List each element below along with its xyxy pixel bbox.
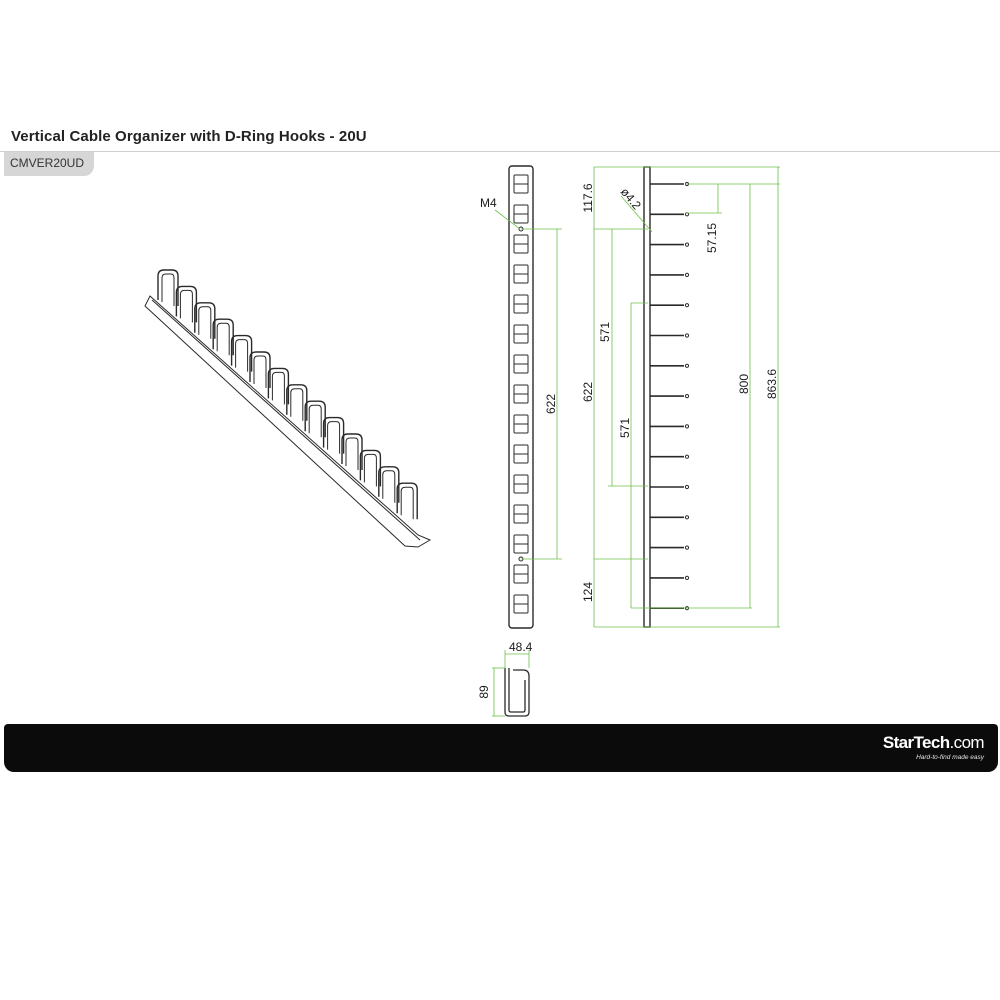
side-hook-tip [685,304,688,307]
profile-view [505,668,529,716]
d-ring-hook [324,418,344,454]
d-ring-inner [309,405,321,437]
side-rail [644,167,650,627]
d-ring-hook [342,434,362,470]
side-hook-tip [685,395,688,398]
d-ring-hook [287,385,307,421]
d-ring-hook [397,483,417,519]
d-ring-inner [291,389,303,421]
d-ring-inner [254,356,266,388]
logo-suffix: .com [949,733,984,752]
d-ring-hook [268,368,288,404]
d-ring-inner [346,438,358,470]
footer-bar [4,724,998,772]
side-view [644,167,689,627]
d-ring-hook [360,450,380,486]
side-hook-tip [685,516,688,519]
side-hook-tip [685,425,688,428]
d-ring-inner [180,290,192,322]
d-ring-inner [162,274,174,306]
side-hook-tip [685,485,688,488]
dim-89: 89 [477,685,491,699]
dim-571-upper: 571 [598,321,612,343]
dim-117-6: 117.6 [581,183,595,213]
isometric-view [145,270,430,547]
side-hook-tip [685,576,688,579]
page-title: Vertical Cable Organizer with D-Ring Hooks - 20U [11,128,367,145]
side-hook-tip [685,334,688,337]
side-hook-tip [685,243,688,246]
side-hook-tip [685,546,688,549]
d-ring-hook [213,319,233,355]
d-ring-hook [195,303,215,339]
d-ring-hook [232,336,252,372]
side-hook-tip [685,455,688,458]
d-ring-hook [305,401,325,437]
dim-57-15: 57.15 [705,222,719,254]
side-hook-tip [685,364,688,367]
dimension-lines [492,167,780,716]
d-ring-hook [379,467,399,503]
d-ring-inner [383,471,395,503]
dim-48-4: 48.4 [509,640,533,654]
startech-logo [883,733,984,762]
d-ring-hook [176,286,196,322]
d-ring-inner [236,340,248,372]
dim-800: 800 [737,373,751,395]
d-ring-hook [250,352,270,388]
side-hook-tip [685,273,688,276]
dim-dia-4-2: ø4.2 [617,184,644,213]
dim-863-6: 863.6 [765,368,779,400]
dim-571-lower: 571 [618,417,632,439]
logo-tagline: Hard-to-find made easy [916,754,984,761]
d-ring-inner [401,487,413,519]
d-ring-inner [328,422,340,454]
sku-badge: CMVER20UD [4,152,94,176]
d-ring-inner [364,454,376,486]
logo-brand: StarTech [882,733,950,752]
dim-m4: M4 [480,196,497,210]
dim-124: 124 [581,581,595,603]
d-ring-inner [217,323,229,355]
dim-622-front: 622 [544,393,558,415]
d-ring-hook [158,270,178,306]
dim-622-side: 622 [581,381,595,403]
iso-rail-edge [152,300,420,540]
d-ring-inner [272,372,284,404]
d-ring-inner [199,307,211,339]
